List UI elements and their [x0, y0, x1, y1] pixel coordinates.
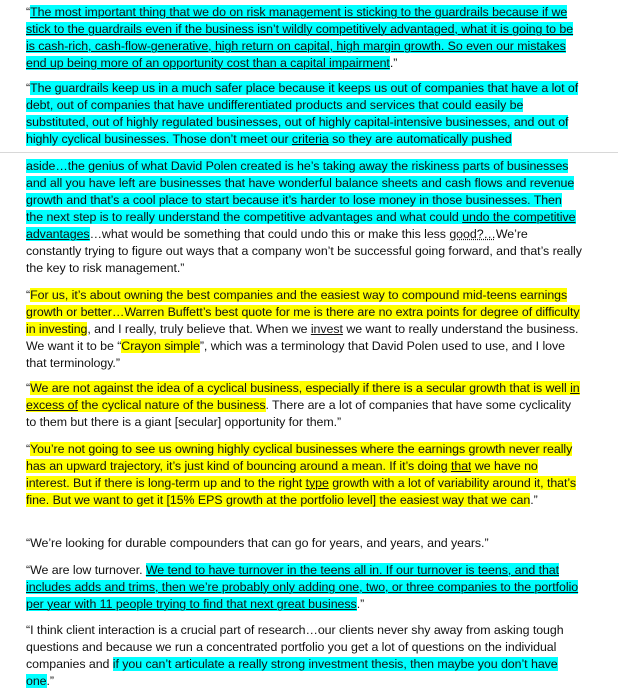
quote-close: .”	[46, 674, 54, 688]
highlighted-text: We are not against the idea of a cyclical business, especially if there is a secular growth that is well	[30, 381, 571, 395]
quote-close: .”	[356, 597, 365, 611]
quote-close: .”	[530, 493, 538, 507]
highlighted-underlined-text: that	[451, 459, 472, 473]
plain-text: We’re constantly trying to figure out ways that a company won’t be successful going forward, and that’s really the key to risk management.”	[26, 227, 582, 275]
quote-open: “	[26, 288, 31, 302]
plain-text: “I think client interaction is a crucial part of research…our clients never shy away from asking tough questions and because we run a concentrated portfolio you get a lot of questions on the individual companies and	[26, 623, 564, 671]
plain-text: , and I really, truly believe that. When we	[87, 322, 311, 336]
highlighted-text: aside…the genius of what David Polen created is he’s taking away the riskiness parts of businesses and all you have left are businesses that have wonderful balance sheets and cash flows and revenue growth and that’s a cool place to start because it’s harder to lose money in those businesses. Then the next step is to really understand the competitive advantages and what could	[26, 159, 575, 224]
quote-close: .”	[389, 56, 398, 70]
quote-david-polen-genius	[26, 158, 582, 277]
highlighted-text: You’re not going to see us owning highly cyclical businesses where the earnings growth never really has an upward trajectory, it’s just kind of bouncing around a mean. If it’s doing	[26, 442, 573, 473]
quote-earnings-growth	[26, 441, 582, 509]
quote-best-companies	[26, 287, 582, 372]
highlighted-text: For us, it’s about owning the best companies and the easiest way to compound mid-teens earnings growth or better…Warren Buffett’s best quote for me is there are no extra points for degree of difficulty in investing	[26, 288, 580, 336]
quote-client-interaction	[26, 622, 582, 690]
plain-text: …what would be something that could undo this or make this less	[89, 227, 450, 241]
highlighted-text: we have no interest. But if there is long-term up and to the right	[26, 459, 538, 490]
quote-open: “	[26, 81, 31, 95]
highlighted-underlined-text: in excess of	[26, 381, 580, 412]
page-divider	[0, 152, 618, 153]
highlighted-text: so they are automatically pushed	[328, 132, 512, 146]
quote-open: “	[26, 381, 31, 395]
highlighted-text: if you can’t articulate a really strong investment thesis, then maybe you don’t have one	[26, 657, 558, 688]
quote-low-turnover	[26, 562, 582, 613]
dotted-underlined-text: good?…	[449, 227, 496, 241]
highlighted-text: Crayon simple	[121, 339, 200, 353]
quote-open: “	[26, 442, 31, 456]
highlighted-text: growth with a lot of variability around it, that’s fine. But we want to get it [15% EPS growth at the portfolio level] the easiest way that we can	[26, 476, 577, 507]
highlighted-underlined-text: criteria	[291, 132, 329, 146]
plain-text: “We are low turnover.	[26, 563, 146, 577]
quote-guardrails-safety	[26, 80, 582, 148]
highlighted-underlined-text: type	[305, 476, 329, 490]
underlined-text: invest	[310, 322, 343, 336]
plain-text: ”, which was a terminology that David Polen used to use, and I love that terminology.”	[26, 339, 565, 370]
quote-durable-compounders	[26, 535, 582, 552]
plain-text: we want to really understand the business. We want it to be “	[26, 322, 579, 353]
quote-guardrails-risk	[26, 4, 582, 72]
highlighted-text: the cyclical nature of the business	[77, 398, 266, 412]
highlighted-underlined-text: undo the competitive advantages	[26, 210, 576, 241]
plain-text: . There are a lot of companies that have some cyclicality to them but there is a giant [secular] opportunity for them.”	[26, 398, 571, 429]
plain-text: “We’re looking for durable compounders that can go for years, and years, and years.”	[26, 536, 489, 550]
highlighted-text: The most important thing that we do on risk management is sticking to the guardrails because if we stick to the guardrails even if the business isn’t wildly competitively advantaged, what it is going to be is cash-rich, cash-flow-generative, high return on capital, high margin growth. So even our mistakes end up being more of an opportunity cost than a capital impairment	[26, 5, 574, 70]
highlighted-text: We tend to have turnover in the teens all in. If our turnover is teens, and that includes adds and trims, then we’re probably only adding one, two, or three companies to the portfolio per year with 11 people trying to find that next great business	[26, 563, 579, 611]
quote-open: “	[26, 5, 31, 19]
highlighted-text: The guardrails keep us in a much safer place because it keeps us out of companies that have a lot of debt, out of companies that have undifferentiated products and services that could easily be substituted, out of highly regulated businesses, out of highly capital-intensive businesses, and out of highly cyclical businesses. Those don’t meet our	[26, 81, 579, 146]
quote-cyclical-business	[26, 380, 582, 431]
